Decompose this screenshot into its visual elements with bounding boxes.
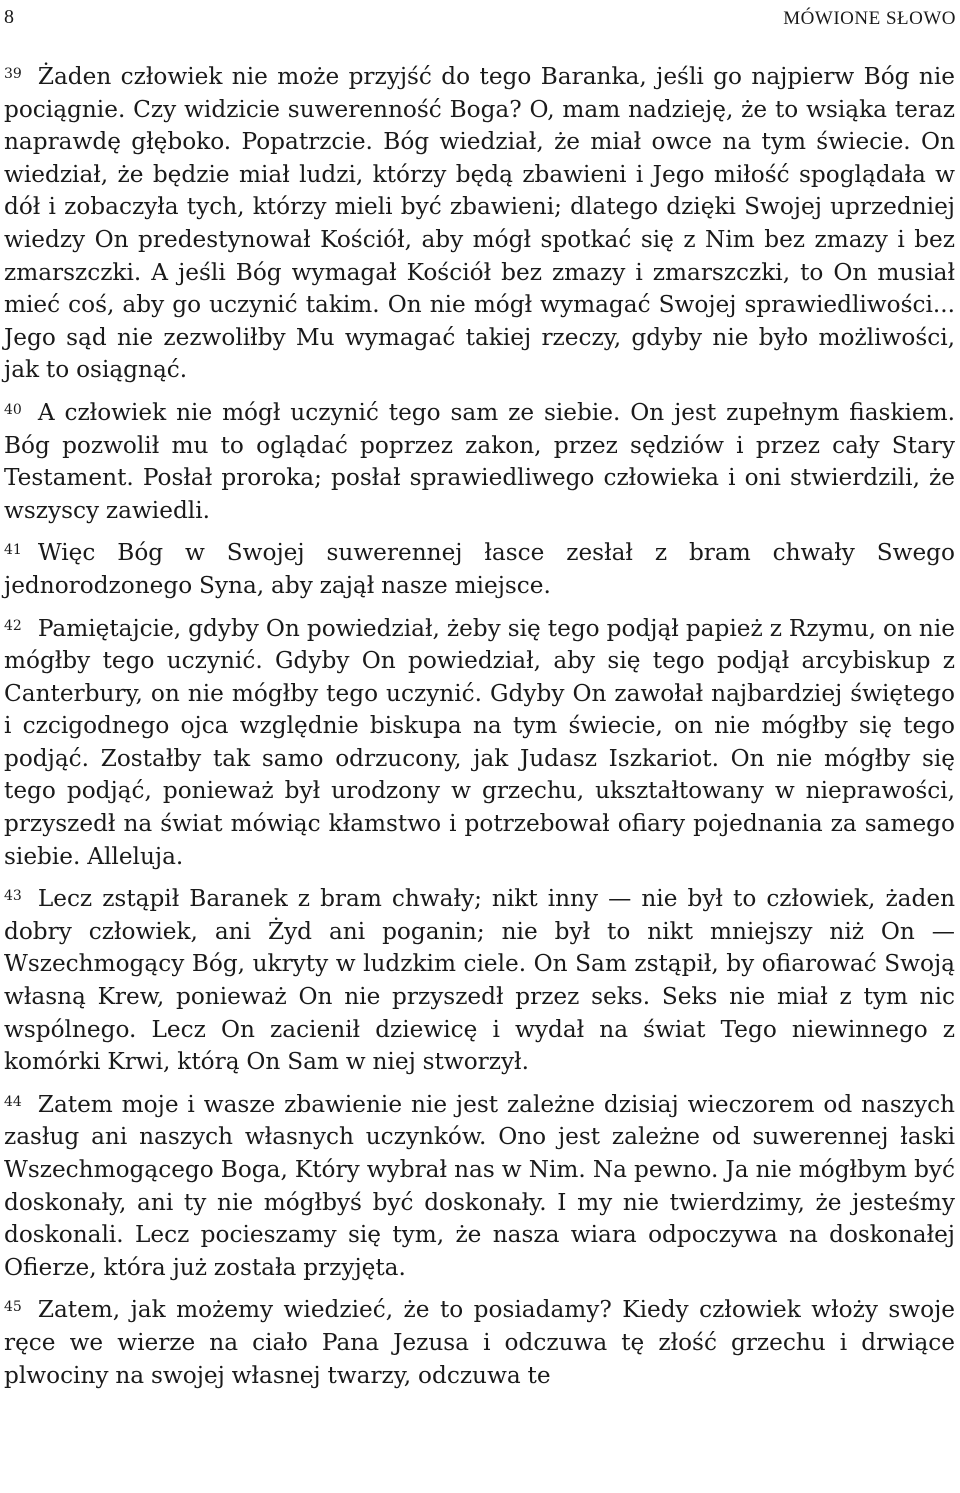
body-text (4, 58, 955, 1399)
paragraph-45 (4, 1291, 955, 1392)
page-header (4, 6, 956, 32)
paragraph-number: 45 (4, 1299, 22, 1316)
paragraph-text: Żaden człowiek nie może przyjść do tego Baranka, jeśli go najpierw Bóg nie pociągnie. Czy widzicie suwerenność Boga? O, mam nadzieję, że to wsiąka teraz naprawdę głęboko. Popatrzcie. Bóg wiedział, że miał owce na tym świecie. On wiedział, że będzie miał ludzi, którzy będą zbawieni i Jego miłość spoglądała w dół i zobaczyła tych, którzy mieli być zbawieni; dlatego dzięki Swojej uprzedniej wiedzy On predestynował Kościół, aby mógł spotkać się z Nim bez zmazy i bez zmarszczki. A jeśli Bóg wymagał Kościół bez zmazy i zmarszczki, to On musiał mieć coś, aby go uczynić takim. On nie mógł wymagać Swojej sprawiedliwości... Jego sąd nie zezwoliłby Mu wymagać takiej rzeczy, gdyby nie było możliwości, jak to osiągnąć. (4, 63, 955, 384)
paragraph-39 (4, 58, 955, 387)
paragraph-text: Zatem, jak możemy wiedzieć, że to posiadamy? Kiedy człowiek włoży swoje ręce we wierze na ciało Pana Jezusa i odczuwa tę złość grzechu i drwiące plwociny na swojej własnej twarzy, odczuwa te (4, 1296, 955, 1389)
paragraph-text: A człowiek nie mógł uczynić tego sam ze siebie. On jest zupełnym fiaskiem. Bóg pozwolił mu to oglądać poprzez zakon, przez sędziów i przez cały Stary Testament. Posłał proroka; posłał sprawiedliwego człowieka i oni stwierdzili, że wszyscy zawiedli. (4, 398, 955, 524)
paragraph-number: 42 (4, 617, 22, 634)
paragraph-text: Lecz zstąpił Baranek z bram chwały; nikt inny — nie był to człowiek, żaden dobry człowiek, ani Żyd ani poganin; nie był to nikt mniejszy niż On — Wszechmogący Bóg, ukryty w ludzkim ciele. On Sam zstąpił, by ofiarować Swoją własną Krew, ponieważ On nie przyszedł przez seks. Seks nie miał z tym nic wspólnego. Lecz On zacienił dziewicę i wydał na świat Tego niewinnego z komórki Krwi, którą On Sam w niej stworzył. (4, 885, 955, 1076)
page-number: 8 (4, 6, 14, 28)
paragraph-44 (4, 1086, 955, 1285)
paragraph-text: Zatem moje i wasze zbawienie nie jest zależne dzisiaj wieczorem od naszych zasług ani naszych własnych uczynków. Ono jest zależne od suwerennej łaski Wszechmogącego Boga, Który wybrał nas w Nim. Na pewno. Ja nie mógłbym być doskonały, ani ty nie mógłbyś być doskonały. I my nie twierdzimy, że jesteśmy doskonali. Lecz pocieszamy się tym, że nasza wiara odpoczywa na doskonałej Ofierze, która już została przyjęta. (4, 1090, 955, 1281)
paragraph-number: 41 (4, 542, 22, 559)
paragraph-40 (4, 394, 955, 527)
paragraph-41 (4, 534, 955, 602)
paragraph-43 (4, 880, 955, 1079)
paragraph-42 (4, 610, 955, 874)
paragraph-number: 39 (4, 66, 22, 82)
paragraph-text: Więc Bóg w Swojej suwerennej łasce zesłał z bram chwały Swego jednorodzonego Syna, aby zajął nasze miejsce. (4, 539, 955, 599)
paragraph-number: 43 (4, 888, 22, 905)
paragraph-number: 40 (4, 401, 22, 418)
paragraph-text: Pamiętajcie, gdyby On powiedział, żeby się tego podjął papież z Rzymu, on nie mógłby tego uczynić. Gdyby On powiedział, aby się tego podjął arcybiskup z Canterbury, on nie mógłby tego uczynić. Gdyby On zawołał najbardziej świętego i czcigodnego ojca względnie biskupa na tym świecie, on nie mógłby się tego podjąć. Zostałby tak samo odrzucony, jak Judasz Iszkariot. On nie mógłby się tego podjąć, ponieważ był urodzony w grzechu, ukształtowany w nieprawości, przyszedł na świat mówiąc kłamstwo i potrzebował ofiary pojednania za samego siebie. Alleluja. (4, 614, 955, 870)
running-title: MÓWIONE SŁOWO (783, 8, 956, 29)
paragraph-number: 44 (4, 1093, 22, 1110)
